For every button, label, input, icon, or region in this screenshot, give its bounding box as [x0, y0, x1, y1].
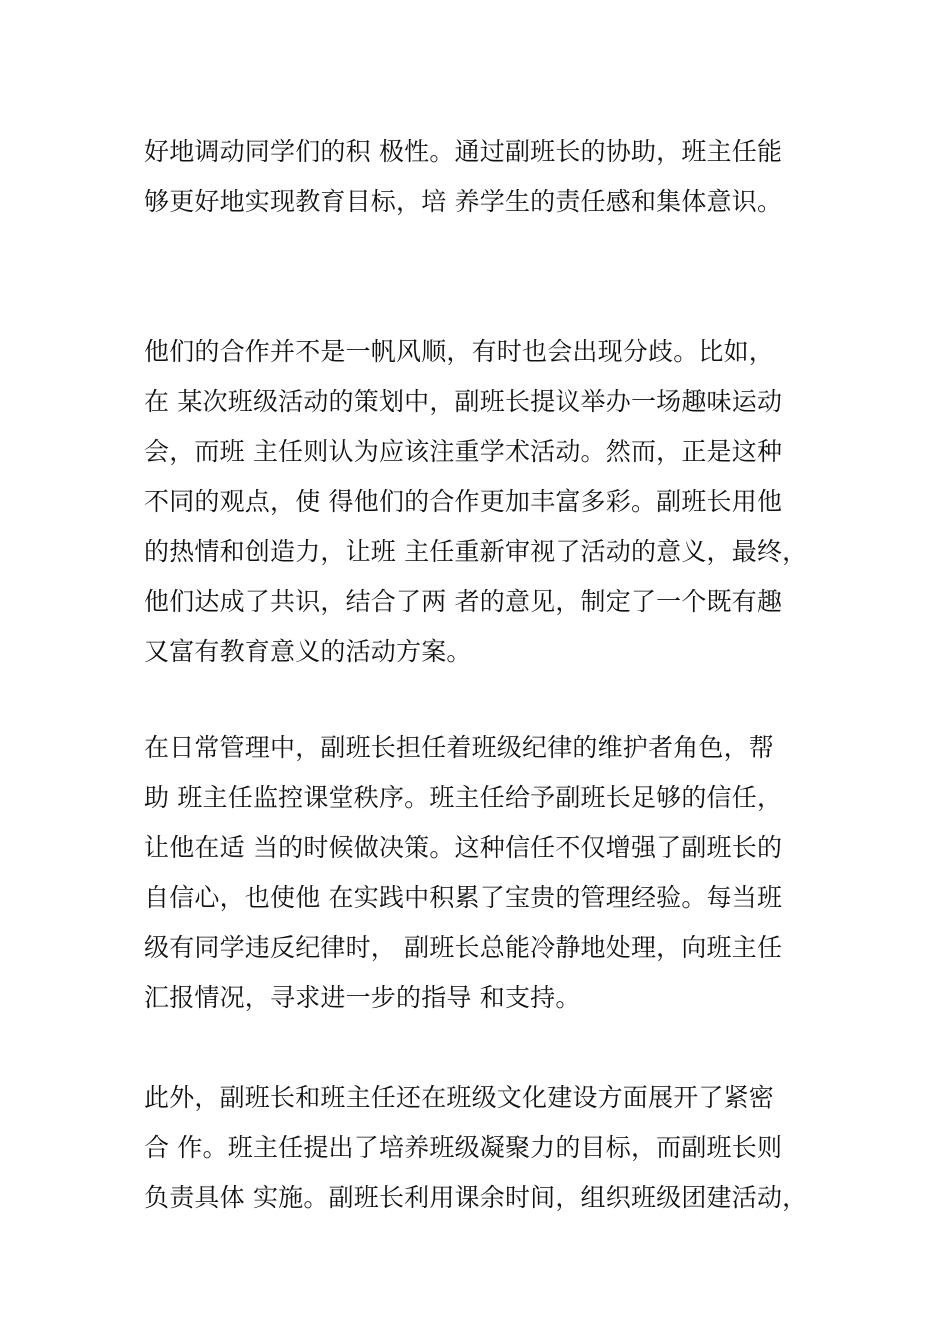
paragraph-line: 级有同学违反纪律时， 副班长总能冷静地处理，向班主任: [144, 933, 783, 962]
paragraph-line: 在日常管理中，副班长担任着班级纪律的维护者角色，帮: [144, 733, 775, 762]
paragraph-line: 自信心，也使他 在实践中积累了宝贵的管理经验。每当班: [144, 883, 783, 912]
paragraph-line: 他们的合作并不是一帆风顺，有时也会出现分歧。比如，: [144, 337, 775, 366]
paragraph-1: [144, 127, 844, 227]
paragraph-line: 又富有教育意义的活动方案。: [144, 637, 472, 666]
paragraph-line: 合 作。班主任提出了培养班级凝聚力的目标，而副班长则: [144, 1133, 783, 1162]
paragraph-line: 此外，副班长和班主任还在班级文化建设方面展开了紧密: [144, 1083, 775, 1112]
paragraph-4: [144, 1073, 844, 1223]
paragraph-3: [144, 723, 844, 1023]
paragraph-line: 不同的观点，使 得他们的合作更加丰富多彩。副班长用他: [144, 487, 783, 516]
paragraph-line: 助 班主任监控课堂秩序。班主任给予副班长足够的信任，: [144, 783, 783, 812]
paragraph-line: 够更好地实现教育目标，培 养学生的责任感和集体意识。: [144, 187, 783, 216]
paragraph-line: 的热情和创造力，让班 主任重新审视了活动的意义，最终，: [144, 537, 808, 566]
paragraph-line: 他们达成了共识，结合了两 者的意见，制定了一个既有趣: [144, 587, 783, 616]
paragraph-line: 好地调动同学们的积 极性。通过副班长的协助，班主任能: [144, 137, 783, 166]
paragraph-line: 负责具体 实施。副班长利用课余时间，组织班级团建活动，: [144, 1183, 808, 1212]
paragraph-2: [144, 327, 844, 677]
paragraph-line: 汇报情况，寻求进一步的指导 和支持。: [144, 983, 581, 1012]
paragraph-line: 会，而班 主任则认为应该注重学术活动。然而，正是这种: [144, 437, 783, 466]
paragraph-line: 让他在适 当的时候做决策。这种信任不仅增强了副班长的: [144, 833, 783, 862]
paragraph-line: 在 某次班级活动的策划中，副班长提议举办一场趣味运动: [144, 387, 783, 416]
